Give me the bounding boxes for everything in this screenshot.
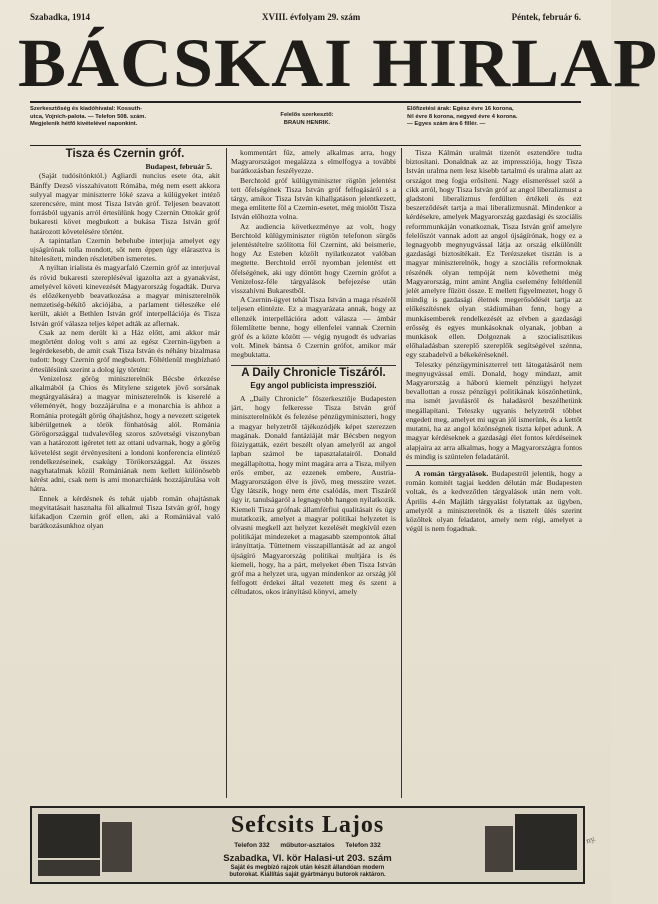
article-subtitle: Egy angol publicista impressziói. [250,380,377,390]
column-2 [231,148,396,800]
editor-info [232,106,382,150]
article-title: Tisza és Czernin gróf. [65,148,185,160]
ad-tagline: butorokat. Kiállítás saját gyártmányu butorok raktáron. [229,872,386,878]
article-separator [406,465,582,466]
ad-address: Szabadka, VI. kör Halasi-ut 203. szám [223,853,392,864]
column-3 [406,148,582,800]
article-paragraph: A nyiltan irialista és magyarfaló Czernin gróf az interjuval és róvid bukaresti szerepléséval igazolta azt a gyanakvást, amelyével követi kinevezését Magyarország fogadták. Durva és előzékenyebb beavatkozása a magyar miniszterelnök nemzetiség-békítő akciójába, a parlament tiéleszéke elé került, akiét a Bethlen István gróf interpellációja és Tisza István gróf válasza teljes képet adták az aflernak. [30,263,220,328]
advertisement [30,806,585,884]
pencil-annotation: ny. [584,834,597,846]
article-paragraph: Berchtold gróf külügyminiszter rögtön jelentést tett őfelségének Tisza István gróf felfogásáról s a tárgy, amikor Tisza István kihallgatáson jelentkezett, mega emlitette föl a Czernin-esetet, még miolőtt Tisza István előhozta volna. [231,175,396,222]
editor-label: Felelős szerkesztő: [280,112,334,118]
issue-day: Péntek, február 6. [511,12,581,22]
column-divider [226,148,227,798]
article-paragraph: A Czernin-ügyet tehát Tisza István a maga részéről teljesen elintézte. Ez a magyarázata annak, hogy az ellenzék interpellációra adott válasza — ámbár fölemlítette benne, hogy ellenfelei vannak Czernin gróf és a közte között — végig nyugodt és udvarias volt. Minek bántsa ő Czernin grófot, amikor már megbuktatta. [231,295,396,360]
article-paragraph: A „Daily Chronicle” főszerkesztője Budapesten járt, hogy felkeresse Tisza István gróf miniszterelnököt és felezése pénzügyminiszteri, hogy a magyar helyzetről tájékozódjék képet szerezzen magának. Donald fantáziáját már Bécsben negyon föiziygatták, ezért beszélt olyan amelyről az angol lapban számol be tapasztalatairól. Donald megállapította, hogy mint magára arra a Tisza, milyen erős ember, az ezzenek embere, Austria-Magyarországon élve is jövő, meg messzire vezet. Úgy látszik, hogy nem érte csalódás, mert Tiszáról úgy ir, tanulságaról a legnagyobb hangon nyilatkozik. Kiemeli Tisza grófnak államférfiui qualitásait és úgy mutatkozik, amelyet a magyar politikai helyzetet is olvasni megkell azt helyzet kezelését megkívül ezen politikájat mindezeket a magasabb szempontok által irányíttatja. Tüttetnem visszapillantását ad az angol újságíró Magyarország politikai multjára is és kiemeli, hogy, ha a párt, melyeket ében Tisza István gróf ma a helyzet ura, ugyan mindenkor az ország jól felfogott érdekei által vezetett meg és szent a céltudatos, okos irányítású könyvi, amely [231,394,396,597]
masthead-title: BÁCSKAI HIRLAP [18,25,658,101]
article-paragraph: (Saját tudósítónktól.) Agliardi nuncius esete óta, akit Bánffy Dezső visszahivatott Rómába, még nem esett akkora sulyyal magyar miniszterre lóké szava a külügyeket intéző szerencsére, mint most Tisza István gróf. Teljesen beavatott forrásból ugyanis arról értesülünk hogy Czernin Ottokár gróf bukaresti követ megbukott a bukása Tisza István gróf határozott követelésére történt. [30,171,220,236]
ad-phone: Telefon 332 [234,842,270,849]
article-paragraph: Teleszky pénzügyminiszterrel tett látogatásáról nem megnyugvással emlí. Donald, hogy mindazt, amit Magyarország a háború kiemelt pénzügyi helyzet bevallottan a rossz pénzügyi politikának köszönhetünk, ma ismét javulásról és haladásról beszélhetünk megállapítani. Teleszky ugyanis helyzetről többet engedett meg, amelyet mi ugyan jól ismerünk, és a kettőt mutatni, ha az angol közönségnek tiszta képet adunk. A magyar kérdéseknek a gazdasági élet fontos kérdéseinek alapjaira az arra alkalmas, hogy a Magyarországra fontos és mindig is szüntelen feladatáról. [406,359,582,461]
issue-line [30,12,581,26]
issue-place-date: Szabadka, 1914 [30,12,91,22]
info-line: — Egyes szám ára 6 fillér. — [407,121,486,128]
info-line: fél évre 8 korona, negyed évre 4 korona. [407,113,518,120]
article-paragraph: Az audiencia következménye az volt, hogy Berchtold külügyminiszter rögtön telefonon sürgős jelentéstételre szólította föl Czernint, aki beismerie, hogy Az Esteben közölt nyilatkozatot valóban megtette. Berchtold erről nyomban jelentést ett őfelségének, aki ugy döntött hogy Czernin grófot a Venizelosz-féle tárgyalások befejezése után visszahívni Bukarestből. [231,221,396,296]
subscription-info [407,106,582,144]
info-line: Előfizetési árak: Egész évre 16 korona, [407,106,514,112]
article-title: A Daily Chronicle Tiszáról. [241,366,386,379]
ad-trade: műbutor-asztalos [280,842,335,849]
ad-phone: Telefon 332 [345,842,381,849]
info-line: utca, Vojnich-palota. — Telefon 508. szám. [30,113,147,120]
article-paragraph: Venizelosz görög miniszterelnök Bécsbe érkezése alkalmából (a Chios és Mitylene szigetek jövő sorsának megtárgyalására) a magyar miniszterelnök is kiserelé a véleményét, hogy bozzájárulna e a monarchia is ahhoz a Románia protegált görög óhajtáshoz, hogy a nevezett szigetek kibérülgetnek a török fönhatóság alól. Románia Görögországgal tudvalevőleg szoros szövetségi viszonyban van a határozott igéretet tett az ottani udvarnak, hogy a görög követelést segit érvényesíteni a londoni konferencia elintéző rendelkezéseinek, csakúgy Törökországgal. Az összes nagyhatalmak közül Romániának nem kellett különösebb kérést adni, csak nem is ami monarchiánk hozzájárulása volt hátra. [30,373,220,494]
ad-tagline: Saját és megbízó rajzok után készít állandóan modern [230,865,385,871]
article-paragraph: Ennek a kérdésnek és tehát ujabb román ohajtásnak megvitatásait hasznalta föl alkalmul Tisza István gróf, hogy kifakadjon Czernin gróf ellen, aki a Romániával való barátkozásunkhoz olyan [30,493,220,531]
info-line: Megjelenik hétfő kivételével naponkint. [30,121,138,128]
masthead-rule [30,101,581,103]
publisher-info [30,106,200,144]
info-line: Szerkesztőség és kiadóhivatal: Kossuth- [30,106,143,112]
issue-volume: XVIII. évfolyam 29. szám [262,12,361,22]
article-paragraph: A tapintatlan Czernin bebehube interjuja amelyet egy ujságírónak tolla mondott, sőt nem éppen úgy elárasztva is hitelesített, minden részletében ismeretes. [30,235,220,264]
column-divider [401,148,402,798]
advertiser-name: Sefcsits Lajos [230,812,385,838]
article-paragraph: Budapestről jelentik, hogy a román komitét tagjai kedden délután már Budapesten voltak, és a kedvezőtlen tárgyalások után nem volt. Április 4-én Majláth tárgyalást folytattak az ügyben, amelyről a miniszterelnök és a tisztelt ülés szerint közöltek olyan feladatot, amely nem régi, amelyet a végül is nem fogadnak. [406,468,583,534]
article-paragraph: Tisza Kálmán uralmát tizenöt esztendőre tudta biztosítani. Donaldnak az az impressziója, hogy Tisza István uralma nem lesz kisebb tartalmú és uralma alatt az országot meg fogja erősíteni. Nagy elismeréssel szól a cikk arról, hogy Tisza István gróf az angol liberalizmust a gladstoni liberalizmus ferdülten értékeli és ezt beszerződését tartja a mai liberalizmusnál. Mindenkor a kérdésekre, amelyek Magyarország gazdasági és szociális reformmunkáján vonatkoznak, Tisza István gróf amelyre felelőszót vannak adott az angol újságírónak, hogy ez a legnagyobb megnyugvással látja az ország elkülönült gazdasági biztosítékait. Ez Terézszeket tisztán is a magyar miniszterelnök, hogy a szociális reformoknak részénék olyan tempóját nem követhetni még Magyarország, mint amint Anglia cselemény feltétlenül jelét amelyre fűzött össze. E mellett figyelmeztet, hogy ő mindig is gazdasági életnek megerősödését tartja az előkészítésnek olyan stádiumában fenn, hogy a munkásemberek rendelkezését az elvben a gazdasági erősség és egyes munkásoknak olyanak, jobban a munkások ellen. Dolgoznak a szocialisztikus előhaladásban szereplő szereplők segítségével szénna, egy szabadelvű a békekéréseknél. [406,148,582,360]
ad-subtitle-line [32,842,583,849]
article-paragraph: kommentárt fűz, amely alkalmas arra, hogy Magyarországot megalázza s elmelfogya a további barátkozásban feszélyezze. [231,148,396,176]
column-1 [30,148,220,800]
article-title-inline: A román tárgyalások. [415,468,489,478]
article-separator [231,365,396,366]
header-bottom-rule [30,145,581,146]
dateline: Budapest, február 5. [145,162,212,172]
article-paragraph: Csak az nem derült ki a Ház előtt, ami akkor már megtörtént dolog volt s ami az egész Czernin-ügyben a legérdekesebb, de amit csak Tisza István és néhány bizalmasa tudott: hogy Czernin gróf megbukott. Föltétlenül megbízható értesülésünk szerint a dolog így történt: [30,327,220,374]
editor-name: BRAUN HENRIK. [283,119,331,126]
